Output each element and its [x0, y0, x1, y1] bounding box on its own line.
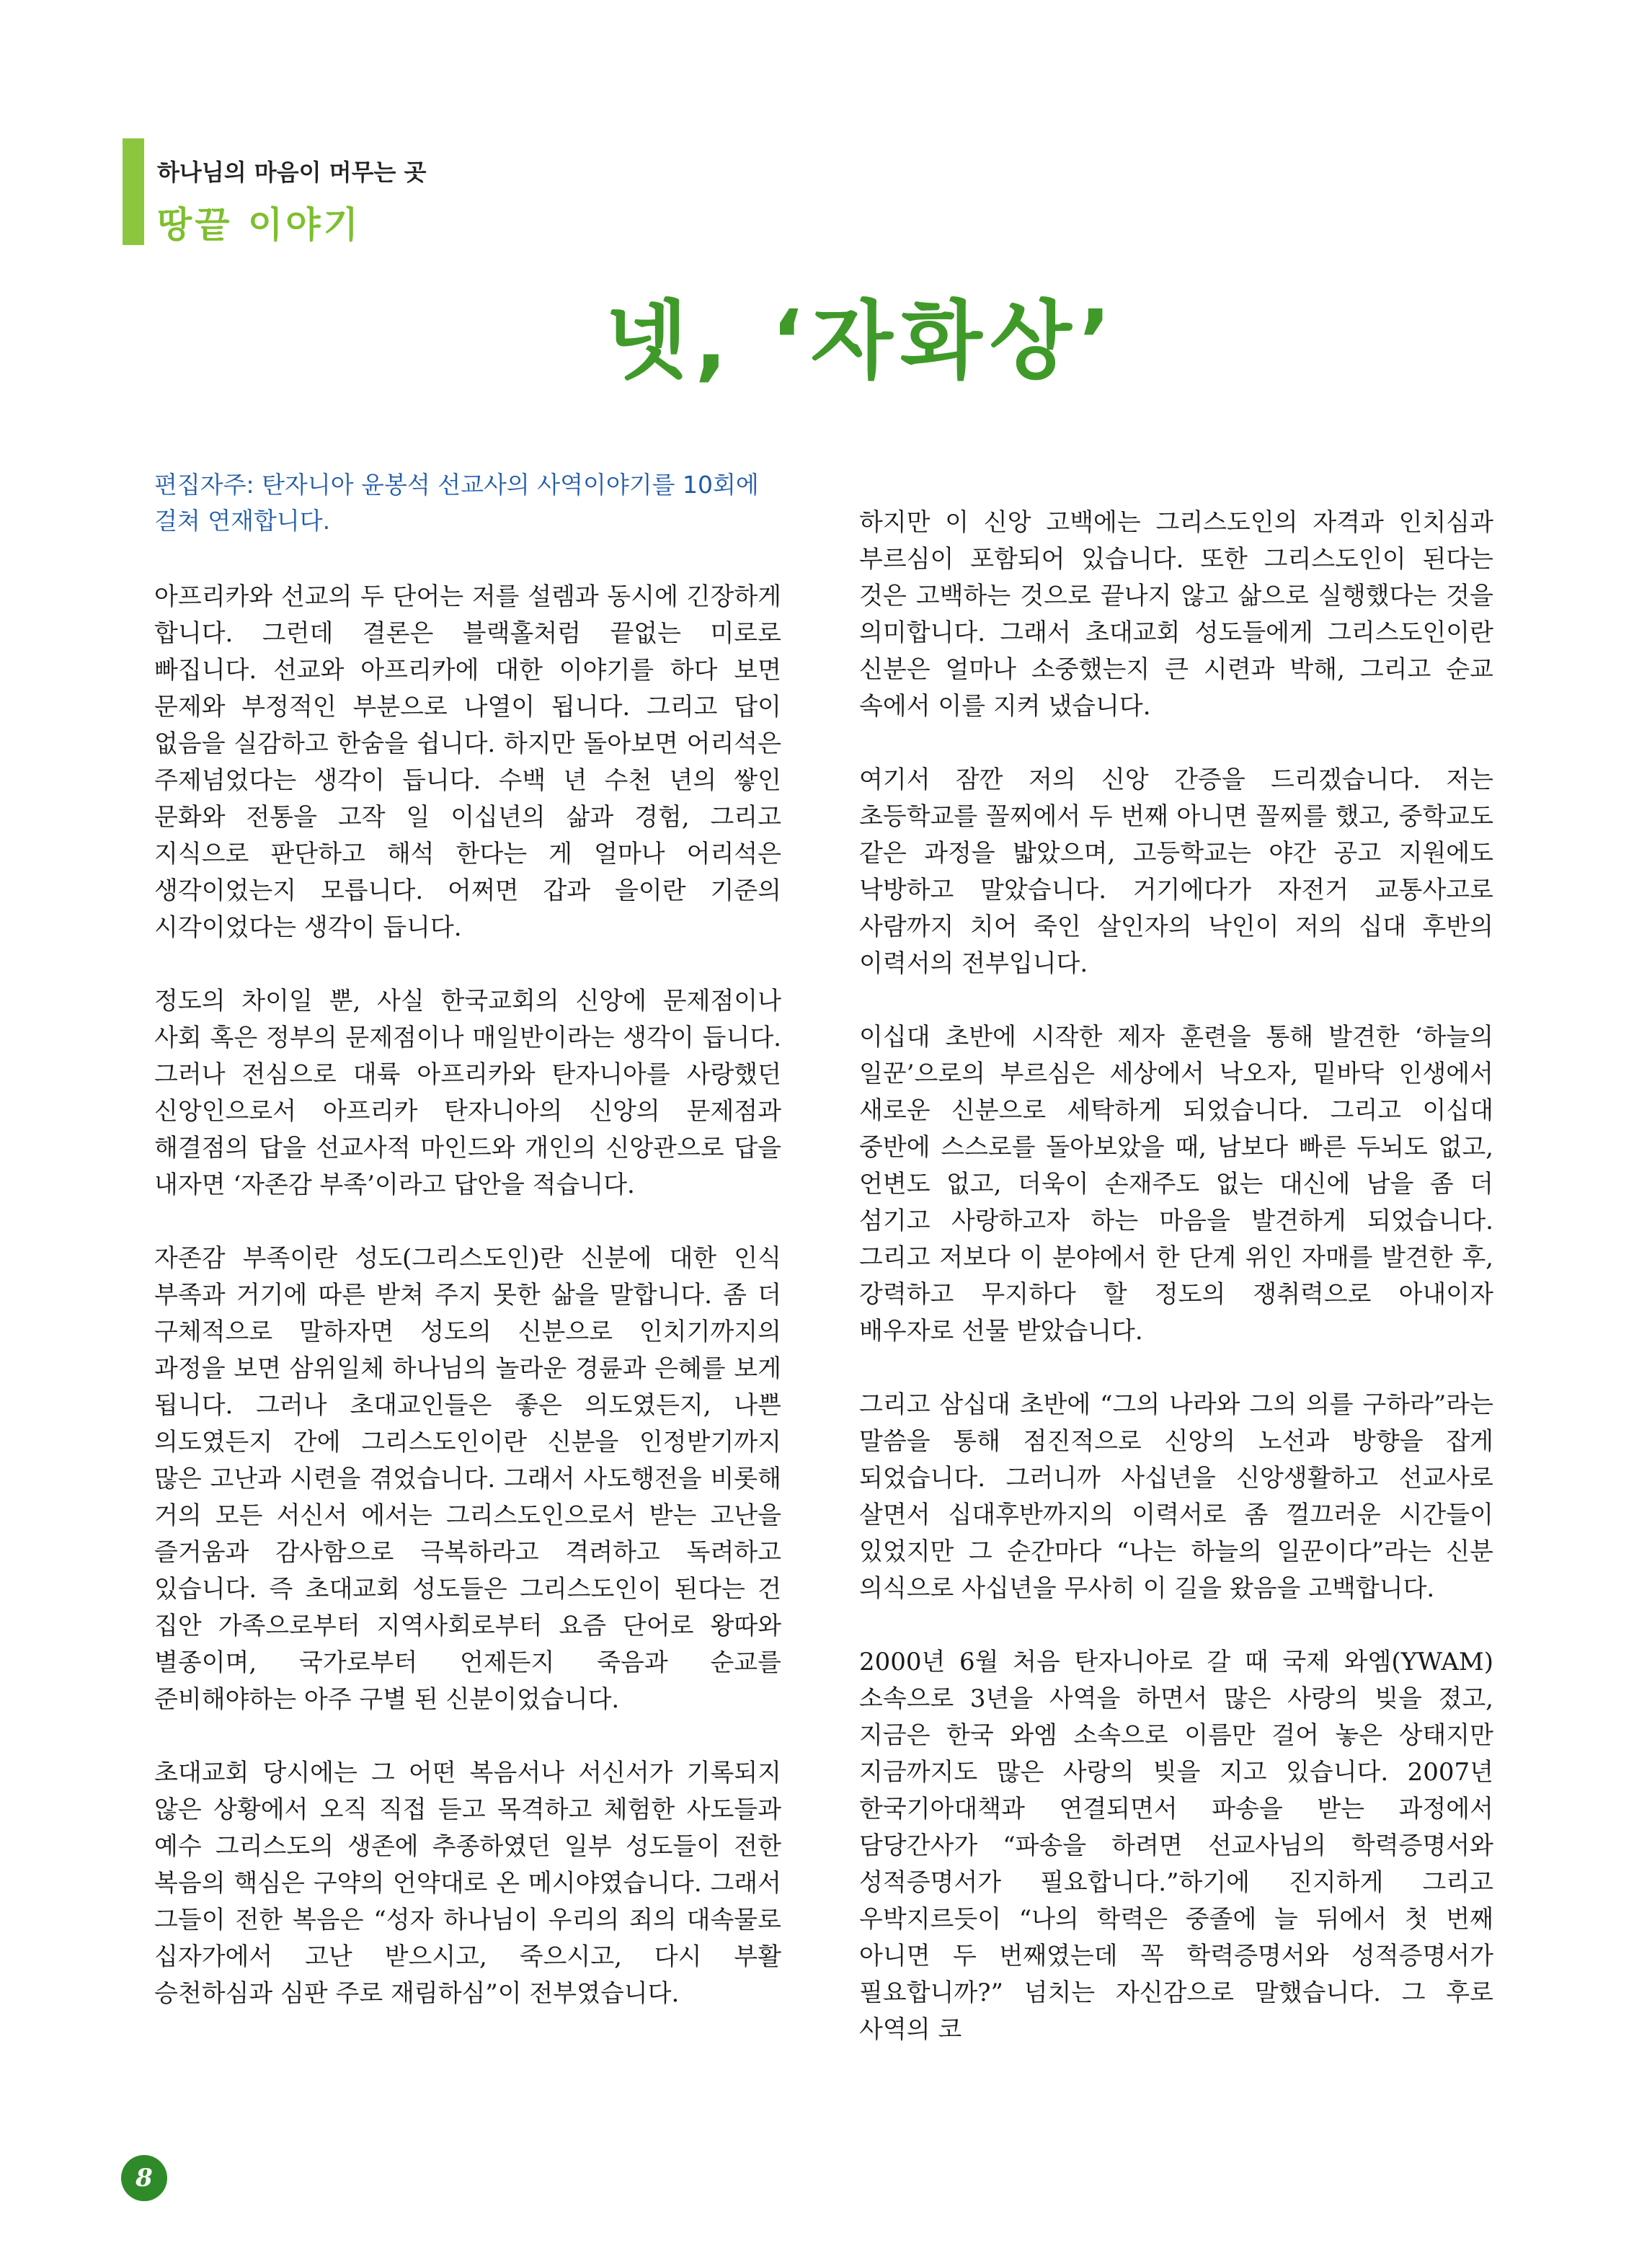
editor-note: 편집자주: 탄자니아 윤봉석 선교사의 사역이야기를 10회에 걸쳐 연재합니다. [154, 471, 759, 535]
section-title: 땅끝 이야기 [157, 204, 361, 246]
paragraph: 자존감 부족이란 성도(그리스도인)란 신분에 대한 인식 부족과 거기에 따른 받쳐 주지 못한 삶을 말합니다. 좀 더 구체적으로 말하자면 성도의 신분으로 인치기까지의 과정을 보면 삼위일체 하나님의 놀라운 경륜과 은혜를 보게 됩니다. 그러나 초대교인들은 좋은 의도였든지, 나쁜 의도였든지 간에 그리스도인이란 신분을 인정받기까지 많은 고난과 시련을 겪었습니다. 그래서 사도행전을 비롯해 거의 모든 서신서 에서는 그리스도인으로서 받는 고난을 즐거움과 감사함으로 극복하라고 격려하고 독려하고 있습니다. 즉 초대교회 성도들은 그리스도인이 된다는 건 집안 가족으로부터 지역사회로부터 요즘 단어로 왕따와 별종이며, 국가로부터 언제든지 죽음과 순교를 준비해야하는 아주 구별 된 신분이었습니다. [154, 1244, 781, 1714]
paragraph: 그리고 삼십대 초반에 “그의 나라와 그의 의를 구하라”라는 말씀을 통해 점진적으로 신앙의 노선과 방향을 잡게 되었습니다. 그러니까 사십년을 신앙생활하고 선교사로 살면서 십대후반까지의 이력서로 좀 껄끄러운 시간들이 있었지만 그 순간마다 “나는 하늘의 일꾼이다”라는 신분 의식으로 사십년을 무사히 이 길을 왔음을 고백합니다. [859, 1390, 1493, 1603]
left-column [154, 467, 781, 2049]
article-title: 넷, ‘자화상’ [605, 291, 1119, 391]
paragraph: 2000년 6월 처음 탄자니아로 갈 때 국제 와엠(YWAM) 소속으로 3년을 사역을 하면서 많은 사랑의 빚을 졌고, 지금은 한국 와엠 소속으로 이름만 걸어 놓은 상태지만 지금까지도 많은 사랑의 빚을 지고 있습니다. 2007년 한국기아대책과 연결되면서 파송을 받는 과정에서 담당간사가 “파송을 하려면 선교사님의 학력증명서와 성적증명서가 필요합니다.”하기에 진지하게 그리고 우박지르듯이 “나의 학력은 중졸에 늘 뒤에서 첫 번째 아니면 두 번째였는데 꼭 학력증명서와 성적증명서가 필요합니까?” 넘치는 자신감으로 말했습니다. 그 후로 사역의 코 [859, 1648, 1493, 2044]
section-subtitle: 하나님의 마음이 머무는 곳 [157, 159, 427, 186]
paragraph: 하지만 이 신앙 고백에는 그리스도인의 자격과 인치심과 부르심이 포함되어 있습니다. 또한 그리스도인이 된다는 것은 고백하는 것으로 끝나지 않고 삶으로 실행했다는 것을 의미합니다. 그래서 초대교회 성도들에게 그리스도인이란 신분은 얼마나 소중했는지 큰 시련과 박해, 그리고 순교 속에서 이를 지켜 냈습니다. [859, 508, 1493, 721]
paragraph: 초대교회 당시에는 그 어떤 복음서나 서신서가 기록되지 않은 상황에서 오직 직접 듣고 목격하고 체험한 사도들과 예수 그리스도의 생존에 추종하였던 일부 성도들이 전한 복음의 핵심은 구약의 언약대로 온 메시야였습니다. 그래서 그들이 전한 복음은 “성자 하나님이 우리의 죄의 대속물로 십자가에서 고난 받으시고, 죽으시고, 다시 부활 승천하심과 심판 주로 재림하심”이 전부였습니다. [154, 1759, 781, 2008]
paragraph: 아프리카와 선교의 두 단어는 저를 설렘과 동시에 긴장하게 합니다. 그런데 결론은 블랙홀처럼 끝없는 미로로 빠집니다. 선교와 아프리카에 대한 이야기를 하다 보면 문제와 부정적인 부분으로 나열이 됩니다. 그리고 답이 없음을 실감하고 한숨을 쉽니다. 하지만 돌아보면 어리석은 주제넘었다는 생각이 듭니다. 수백 년 수천 년의 쌓인 문화와 전통을 고작 일 이십년의 삶과 경험, 그리고 지식으로 판단하고 해석 한다는 게 얼마나 어리석은 생각이었는지 모릅니다. 어쩌면 갑과 을이란 기준의 시각이었다는 생각이 듭니다. [154, 582, 781, 942]
page-number: 8 [121, 2155, 167, 2201]
paragraph: 정도의 차이일 뿐, 사실 한국교회의 신앙에 문제점이나 사회 혹은 정부의 문제점이나 매일반이라는 생각이 듭니다. 그러나 전심으로 대륙 아프리카와 탄자니아를 사랑했던 신앙인으로서 아프리카 탄자니아의 신앙의 문제점과 해결점의 답을 선교사적 마인드와 개인의 신앙관으로 답을 내자면 ‘자존감 부족’이라고 답안을 적습니다. [154, 987, 781, 1199]
section-accent-bar [123, 138, 144, 245]
paragraph: 여기서 잠깐 저의 신앙 간증을 드리겠습니다. 저는 초등학교를 꼴찌에서 두 번째 아니면 꼴찌를 했고, 중학교도 같은 과정을 밟았으며, 고등학교는 야간 공고 지원에도 낙방하고 말았습니다. 거기에다가 자전거 교통사고로 사람까지 치어 죽인 살인자의 낙인이 저의 십대 후반의 이력서의 전부입니다. [859, 765, 1493, 978]
paragraph: 이십대 초반에 시작한 제자 훈련을 통해 발견한 ‘하늘의 일꾼’으로의 부르심은 세상에서 낙오자, 밑바닥 인생에서 새로운 신분으로 세탁하게 되었습니다. 그리고 이십대 중반에 스스로를 돌아보았을 때, 남보다 빠른 두뇌도 없고, 언변도 없고, 더욱이 손재주도 없는 대신에 남을 좀 더 섬기고 사랑하고자 하는 마음을 발견하게 되었습니다.그리고 저보다 이 분야에서 한 단계 위인 자매를 발견한 후, 강력하고 무지하다 할 정도의 쟁취력으로 아내이자 배우자로 선물 받았습니다. [859, 1023, 1493, 1346]
right-column [859, 505, 1493, 2085]
